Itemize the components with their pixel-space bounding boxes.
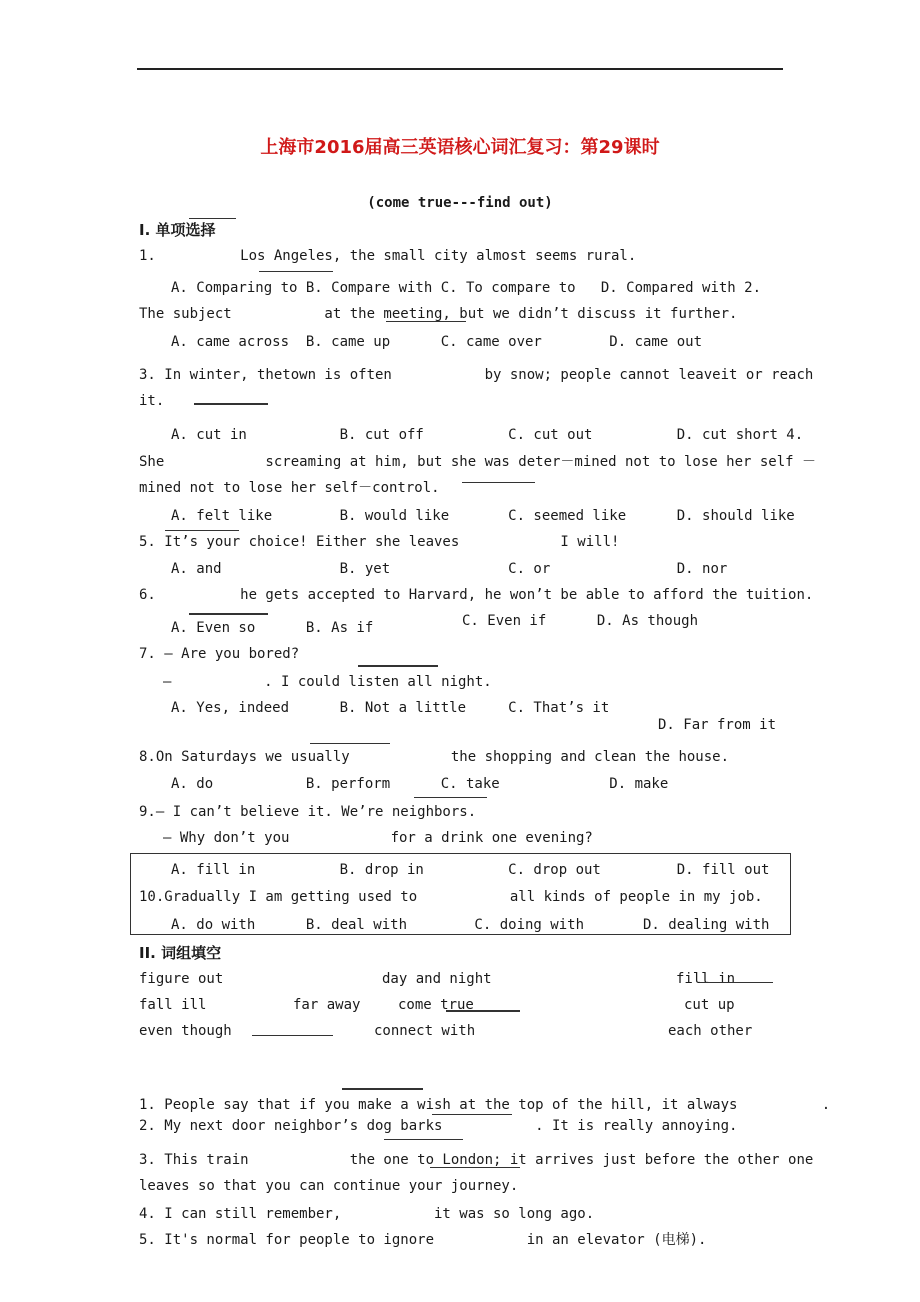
blank-line — [462, 482, 535, 483]
phrase-item: far away — [293, 997, 361, 1013]
page-title: 上海市2016届高三英语核心词汇复习：第29课时 — [260, 137, 660, 158]
blank-line — [700, 982, 773, 983]
q7-stem-cont: — . I could listen all night. — [163, 674, 492, 690]
q2-options: A. came across B. came up C. came over D. came out — [171, 334, 703, 350]
phrase-item: fall ill — [139, 997, 207, 1013]
blank-line — [358, 665, 438, 667]
q6-options-b: C. Even if D. As though — [462, 613, 699, 629]
q7-stem: 7. — Are you bored? — [139, 646, 300, 662]
q9-options: A. fill in B. drop in C. drop out D. fill out — [171, 862, 770, 878]
fill-sentence: 1. People say that if you make a wish at the top of the hill, it always . — [139, 1097, 831, 1113]
q6-stem: 6. he gets accepted to Harvard, he won’t be able to afford the tuition. — [139, 587, 814, 603]
q10-stem: 10.Gradually I am getting used to all kinds of people in my job. — [139, 889, 763, 905]
fill-sentence: leaves so that you can continue your journey. — [139, 1178, 519, 1194]
blank-line — [189, 218, 236, 219]
top-rule — [137, 68, 783, 70]
blank-line — [189, 613, 268, 615]
q4-stem-cont: mined not to lose her self－control. — [139, 480, 440, 496]
section-2-heading: II. 词组填空 — [139, 944, 222, 962]
phrase-item: even though — [139, 1023, 232, 1039]
blank-line — [414, 797, 487, 798]
q3-options: A. cut in B. cut off C. cut out D. cut short 4. — [171, 427, 804, 443]
q9-stem: 9.— I can’t believe it. We’re neighbors. — [139, 804, 477, 820]
blank-line — [384, 1139, 463, 1140]
phrase-item: cut up — [684, 997, 735, 1013]
blank-line — [342, 1088, 423, 1090]
blank-line — [194, 403, 268, 405]
section-1-heading: I. 单项选择 — [139, 221, 216, 239]
blank-line — [386, 321, 466, 322]
q1-options: A. Comparing to B. Compare with C. To compare to D. Compared with 2. — [171, 280, 762, 296]
q4-options: A. felt like B. would like C. seemed like D. should like — [171, 508, 795, 524]
fill-sentence: 4. I can still remember, it was so long ago. — [139, 1206, 595, 1222]
blank-line — [310, 743, 390, 744]
q3-stem-cont: it. — [139, 393, 165, 409]
fill-sentence: 5. It's normal for people to ignore in an elevator (电梯). — [139, 1232, 707, 1248]
q7-options-a: A. Yes, indeed B. Not a little C. That’s it — [171, 700, 610, 716]
phrase-item: day and night — [382, 971, 492, 987]
phrase-item: fill in — [676, 971, 736, 987]
blank-line — [165, 530, 239, 531]
q1-stem: 1. Los Angeles, the small city almost seems rural. — [139, 248, 637, 264]
q2-stem: The subject at the meeting, but we didn’t discuss it further. — [139, 306, 738, 322]
q8-options: A. do B. perform C. take D. make — [171, 776, 669, 792]
q4-stem: She screaming at him, but she was deter－mined not to lose her self － — [139, 454, 817, 470]
q5-options: A. and B. yet C. or D. nor — [171, 561, 728, 577]
q7-options-b: D. Far from it — [658, 717, 777, 733]
phrase-item: figure out — [139, 971, 224, 987]
q6-options-a: A. Even so B. As if — [171, 620, 374, 636]
phrase-item: come true — [398, 997, 474, 1013]
blank-line — [259, 271, 333, 272]
blank-line — [252, 1035, 333, 1036]
blank-line — [446, 1010, 520, 1012]
phrase-item: each other — [668, 1023, 753, 1039]
q8-stem: 8.On Saturdays we usually the shopping and clean the house. — [139, 749, 730, 765]
q5-stem: 5. It’s your choice! Either she leaves I will! — [139, 534, 620, 550]
q9-stem-cont: — Why don’t you for a drink one evening? — [163, 830, 593, 846]
phrase-item: connect with — [374, 1023, 476, 1039]
q3-stem: 3. In winter, thetown is often by snow; people cannot leaveit or reach — [139, 367, 814, 383]
fill-sentence: 2. My next door neighbor’s dog barks . It is really annoying. — [139, 1118, 738, 1134]
blank-line — [432, 1114, 512, 1115]
q10-options: A. do with B. deal with C. doing with D. dealing with — [171, 917, 770, 933]
page-subtitle: (come true---find out) — [367, 195, 553, 211]
fill-sentence: 3. This train the one to London; it arrives just before the other one — [139, 1152, 814, 1168]
